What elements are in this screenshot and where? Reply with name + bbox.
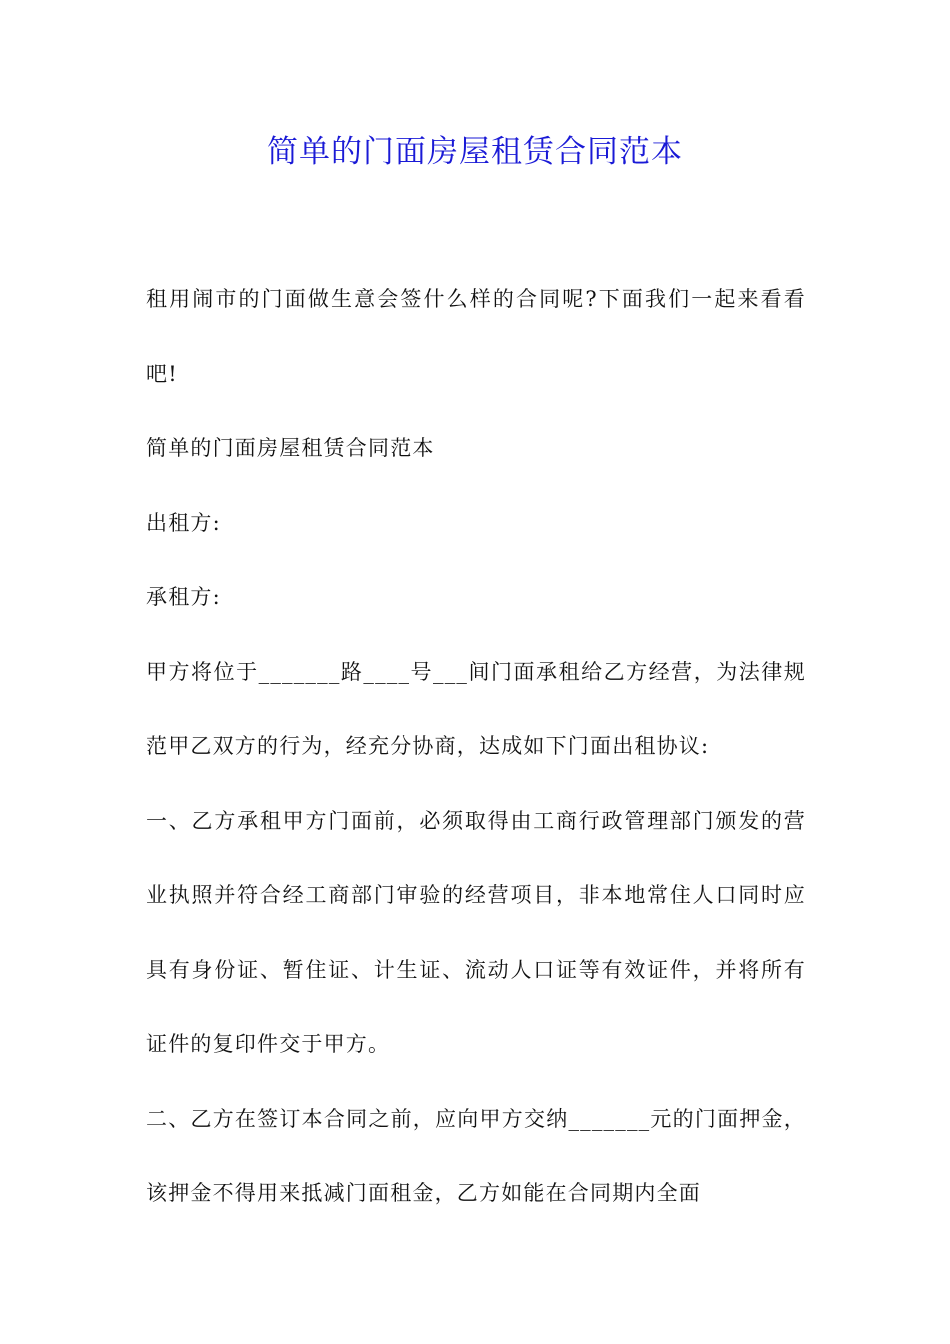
paragraph-lessor: 出租方: (146, 510, 221, 535)
paragraph-premises: 甲方将位于_______路____号___间门面承租给乙方经营，为法律规范甲乙双方的行为，经充分协商，达成如下门面出租协议: (146, 659, 806, 758)
document-title: 简单的门面房屋租赁合同范本 (267, 134, 683, 170)
paragraph-clause-1: 一、乙方承租甲方门面前，必须取得由工商行政管理部门颁发的营业执照并符合经工商部门审验的经营项目，非本地常住人口同时应具有身份证、暂住证、计生证、流动人口证等有效证件，并将所有证件的复印件交于甲方。 (146, 808, 806, 1056)
paragraph-subtitle: 简单的门面房屋租赁合同范本 (146, 436, 435, 460)
paragraph-lessee: 承租方: (146, 585, 221, 609)
paragraph-intro: 租用闹市的门面做生意会签什么样的合同呢?下面我们一起来看看吧! (146, 287, 806, 386)
paragraph-clause-2: 二、乙方在签订本合同之前，应向甲方交纳_______元的门面押金，该押金不得用来抵减门面租金，乙方如能在合同期内全面 (146, 1106, 806, 1205)
document-body (146, 262, 806, 1231)
